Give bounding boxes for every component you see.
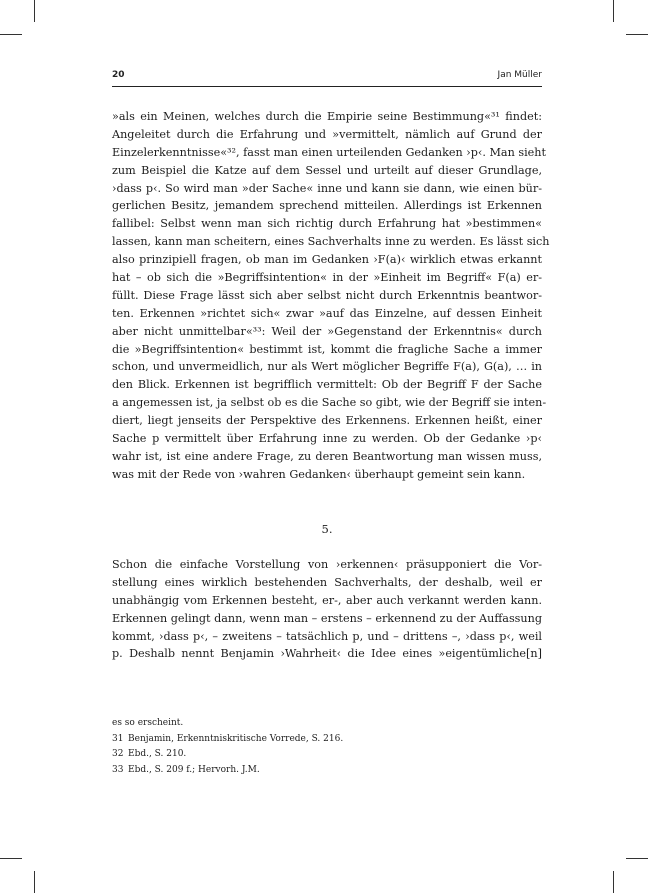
crop-mark xyxy=(613,0,614,22)
footnote-text: Ebd., S. 210. xyxy=(128,749,187,759)
text-line: schon, und unvermeidlich, nur als Wert möglicher Begriffe F(a), G(a), … in xyxy=(112,360,542,374)
text-line: fallibel: Selbst wenn man sich richtig durch Erfahrung hat »bestimmen« xyxy=(112,217,542,231)
crop-mark xyxy=(34,871,35,893)
body-paragraph-2 xyxy=(112,556,542,663)
text-line: wahr ist, ist eine andere Frage, zu deren Beantwortung man wissen muss, xyxy=(112,449,542,463)
footnotes xyxy=(112,716,542,778)
footnote-number: 32 xyxy=(112,749,124,759)
footnote-continuation: es so erscheint. xyxy=(112,718,184,728)
crop-mark xyxy=(34,0,35,22)
text-line: »als ein Meinen, welches durch die Empirie seine Bestimmung«³¹ findet: xyxy=(112,110,542,123)
crop-mark xyxy=(626,34,648,35)
footnote-32 xyxy=(112,747,542,763)
text-line: ›dass p‹. So wird man »der Sache« inne und kann sie dann, wie einen bür- xyxy=(112,181,542,195)
text-line: p. Deshalb nennt Benjamin ›Wahrheit‹ die Idee eines »eigentümliche[n] xyxy=(112,647,542,661)
header-rule xyxy=(112,86,542,87)
crop-mark xyxy=(626,858,648,859)
text-line: also prinzipiell fragen, ob man im Gedanken ›F(a)‹ wirklich etwas erkannt xyxy=(112,253,542,267)
text-line: ten. Erkennen »richtet sich« zwar »auf das Einzelne, auf dessen Einheit xyxy=(112,306,542,320)
text-line: lassen, kann man scheitern, eines Sachverhalts inne zu werden. Es lässt sich xyxy=(112,235,550,249)
crop-mark xyxy=(0,858,22,859)
text-line: füllt. Diese Frage lässt sich aber selbst nicht durch Erkenntnis beantwor- xyxy=(112,288,542,302)
text-line: den Blick. Erkennen ist begrifflich vermittelt: Ob der Begriff F der Sache xyxy=(112,378,542,392)
running-head-author: Jan Müller xyxy=(497,70,542,80)
body-paragraph-1 xyxy=(112,108,550,484)
text-line: stellung eines wirklich bestehenden Sachverhalts, der deshalb, weil er xyxy=(112,575,542,589)
text-line: Erkennen gelingt dann, wenn man – erstens – erkennend zu der Auffassung xyxy=(112,611,542,625)
page-number: 20 xyxy=(112,70,125,80)
footnote-31 xyxy=(112,732,542,748)
text-line: Angeleitet durch die Erfahrung und »vermittelt, nämlich auf Grund der xyxy=(112,127,542,141)
text-line: hat – ob sich die »Begriffsintention« in der »Einheit im Begriff« F(a) er- xyxy=(112,271,542,285)
text-line: zum Beispiel die Katze auf dem Sessel und urteilt auf dieser Grundlage, xyxy=(112,163,542,177)
text-line: Sache p vermittelt über Erfahrung inne zu werden. Ob der Gedanke ›p‹ xyxy=(112,432,542,446)
text-line: was mit der Rede von ›wahren Gedanken‹ überhaupt gemeint sein kann. xyxy=(112,467,526,481)
text-line: diert, liegt jenseits der Perspektive des Erkennens. Erkennen heißt, einer xyxy=(112,414,542,428)
text-line: kommt, ›dass p‹, – zweitens – tatsächlich p, und – drittens –, ›dass p‹, weil xyxy=(112,629,542,643)
footnote-33 xyxy=(112,763,542,779)
crop-mark xyxy=(0,34,22,35)
text-line: die »Begriffsintention« bestimmt ist, kommt die fragliche Sache a immer xyxy=(112,342,542,356)
text-line: a angemessen ist, ja selbst ob es die Sache so gibt, wie der Begriff sie inten- xyxy=(112,396,547,410)
section-heading: 5. xyxy=(321,522,333,536)
footnote-text: Benjamin, Erkenntniskritische Vorrede, S. 216. xyxy=(128,733,344,744)
footnote-text: Ebd., S. 209 f.; Hervorh. J.M. xyxy=(128,764,260,775)
footnote-number: 33 xyxy=(112,764,124,775)
text-line: unabhängig vom Erkennen besteht, er-, aber auch verkannt werden kann. xyxy=(112,593,542,607)
running-header xyxy=(112,70,542,84)
footnote-number: 31 xyxy=(112,733,124,744)
text-line: aber nicht unmittelbar«³³: Weil der »Gegenstand der Erkenntnis« durch xyxy=(112,324,542,338)
text-line: gerlichen Besitz, jemandem sprechend mitteilen. Allerdings ist Erkennen xyxy=(112,199,542,213)
text-line: Einzelerkenntnisse«³², fasst man einen urteilenden Gedanken ›p‹. Man sieht xyxy=(112,145,547,159)
text-line: Schon die einfache Vorstellung von ›erkennen‹ präsupponiert die Vor- xyxy=(112,558,542,571)
crop-mark xyxy=(613,871,614,893)
